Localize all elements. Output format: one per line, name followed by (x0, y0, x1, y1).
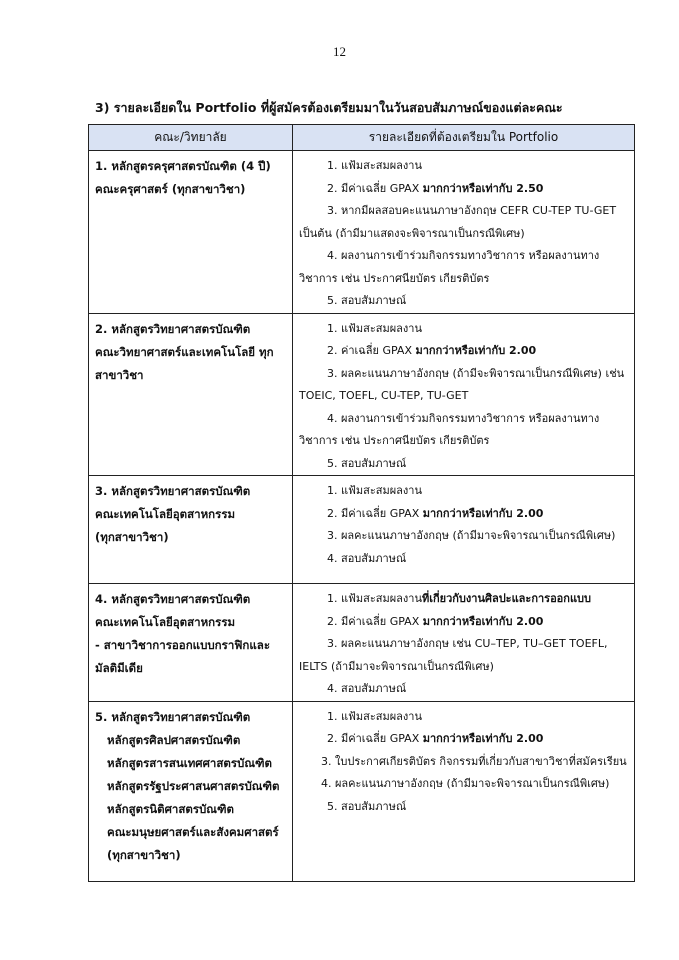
faculty-line: มัลติมีเดีย (95, 661, 143, 675)
faculty-cell (89, 584, 293, 702)
details-cell (293, 313, 635, 476)
item-bold-text: มากกว่าหรือเท่ากับ 2.00 (422, 614, 544, 628)
header-faculty: คณะ/วิทยาลัย (89, 125, 293, 151)
details-cell (293, 701, 635, 881)
faculty-line: 2. หลักสูตรวิทยาศาสตรบัณฑิต (95, 321, 251, 336)
list-item (299, 178, 630, 201)
faculty-line: - สาขาวิชาการออกแบบกราฟิกและ (95, 638, 271, 652)
faculty-line: คณะวิทยาศาสตร์และเทคโนโลยี ทุก (95, 344, 274, 359)
faculty-line: หลักสูตรศิลปศาสตรบัณฑิต (107, 732, 241, 747)
list-item: 3. ผลคะแนนภาษาอังกฤษ (ถ้ามีมาจะพิจารณาเป็นกรณีพิเศษ) (327, 529, 616, 542)
list-item (299, 728, 630, 751)
list-item (299, 503, 630, 526)
item-bold-text: มากกว่าหรือเท่ากับ 2.00 (422, 732, 544, 745)
item-bold-text: มากกว่าหรือเท่ากับ 2.00 (415, 344, 537, 357)
faculty-line: 5. หลักสูตรวิทยาศาสตรบัณฑิต (95, 709, 251, 724)
faculty-line: หลักสูตรนิติศาสตรบัณฑิต (107, 801, 234, 816)
item-text: 2. มีค่าเฉลี่ย GPAX (327, 732, 423, 745)
list-item: 5. สอบสัมภาษณ์ (327, 294, 407, 307)
item-text: 2. มีค่าเฉลี่ย GPAX (327, 181, 423, 195)
list-item (299, 340, 630, 363)
header-portfolio-details: รายละเอียดที่ต้องเตรียมใน Portfolio (293, 125, 635, 151)
details-cell (293, 476, 635, 584)
page-number: 12 (333, 44, 346, 59)
faculty-cell (89, 701, 293, 881)
list-item: 4. สอบสัมภาษณ์ (327, 682, 407, 695)
list-item: 4. ผลคะแนนภาษาอังกฤษ (ถ้ามีมาจะพิจารณาเป็นกรณีพิเศษ) (321, 777, 610, 790)
faculty-line: (ทุกสาขาวิชา) (107, 847, 181, 862)
list-item (299, 611, 630, 634)
faculty-line: 1. หลักสูตรครุศาสตรบัณฑิต (4 ปี) (95, 159, 271, 173)
details-cell (293, 151, 635, 314)
portfolio-requirements-table (88, 124, 635, 882)
list-item (299, 588, 630, 611)
item-bold-text: มากกว่าหรือเท่ากับ 2.00 (422, 506, 544, 520)
faculty-line: คณะเทคโนโลยีอุตสาหกรรม (95, 615, 236, 629)
faculty-line: หลักสูตรสารสนเทศศาสตรบัณฑิต (107, 755, 273, 770)
list-item: 1. แฟ้มสะสมผลงาน (327, 709, 422, 723)
faculty-line: สาขาวิชา (95, 367, 144, 382)
item-bold-text: ที่เกี่ยวกับงานศิลปะและการออกแบบ (421, 592, 591, 605)
faculty-line: (ทุกสาขาวิชา) (95, 530, 169, 544)
list-item: 5. สอบสัมภาษณ์ (327, 799, 407, 813)
list-item: 4. ผลงานการเข้าร่วมกิจกรรมทางวิชาการ หรือผลงานทางวิชาการ เช่น ประกาศนียบัตร เกียรติบัตร (299, 249, 600, 285)
list-item: 3. ใบประกาศเกียรติบัตร กิจกรรมที่เกี่ยวกับสาขาวิชาที่สมัครเรียน (321, 754, 627, 768)
faculty-cell (89, 151, 293, 314)
list-item: 1. แฟ้มสะสมผลงาน (327, 159, 422, 172)
faculty-line: คณะครุศาสตร์ (ทุกสาขาวิชา) (95, 182, 246, 196)
table-row (89, 151, 635, 314)
list-item: 1. แฟ้มสะสมผลงาน (327, 321, 422, 335)
table-row (89, 476, 635, 584)
table-header-row (89, 125, 635, 151)
list-item: 5. สอบสัมภาษณ์ (327, 456, 407, 470)
list-item: 4. สอบสัมภาษณ์ (327, 551, 407, 565)
table-row (89, 584, 635, 702)
list-item: 3. ผลคะแนนภาษาอังกฤษ (ถ้ามีจะพิจารณาเป็นกรณีพิเศษ) เช่น TOEIC, TOEFL, CU-TEP, TU-GET (299, 366, 625, 402)
faculty-line: คณะเทคโนโลยีอุตสาหกรรม (95, 507, 236, 521)
item-text: 2. ค่าเฉลี่ย GPAX (327, 344, 416, 357)
item-text: 1. แฟ้มสะสมผลงาน (327, 592, 422, 605)
item-text: 2. มีค่าเฉลี่ย GPAX (327, 614, 423, 628)
faculty-line: คณะมนุษยศาสตร์และสังคมศาสตร์ (107, 824, 279, 839)
table-row (89, 701, 635, 881)
faculty-cell (89, 313, 293, 476)
faculty-cell (89, 476, 293, 584)
faculty-line: หลักสูตรรัฐประศาสนศาสตรบัณฑิต (107, 778, 280, 793)
item-text: 2. มีค่าเฉลี่ย GPAX (327, 506, 423, 520)
section-heading: 3) รายละเอียดใน Portfolio ที่ผู้สมัครต้องเตรียมมาในวันสอบสัมภาษณ์ของแต่ละคณะ (95, 100, 563, 115)
details-cell (293, 584, 635, 702)
faculty-line: 3. หลักสูตรวิทยาศาสตรบัณฑิต (95, 484, 251, 498)
list-item: 4. ผลงานการเข้าร่วมกิจกรรมทางวิชาการ หรือผลงานทางวิชาการ เช่น ประกาศนียบัตร เกียรติบัตร (299, 411, 600, 447)
faculty-line: 4. หลักสูตรวิทยาศาสตรบัณฑิต (95, 592, 251, 606)
table-row (89, 313, 635, 476)
list-item: 3. หากมีผลสอบคะแนนภาษาอังกฤษ CEFR CU-TEP TU-GET เป็นต้น (ถ้ามีมาแสดงจะพิจารณาเป็นกรณีพิเศษ) (299, 204, 617, 240)
list-item: 1. แฟ้มสะสมผลงาน (327, 484, 422, 497)
item-bold-text: มากกว่าหรือเท่ากับ 2.50 (422, 181, 544, 195)
list-item: 3. ผลคะแนนภาษาอังกฤษ เช่น CU–TEP, TU–GET TOEFL, IELTS (ถ้ามีมาจะพิจารณาเป็นกรณีพิเศษ) (299, 637, 608, 673)
